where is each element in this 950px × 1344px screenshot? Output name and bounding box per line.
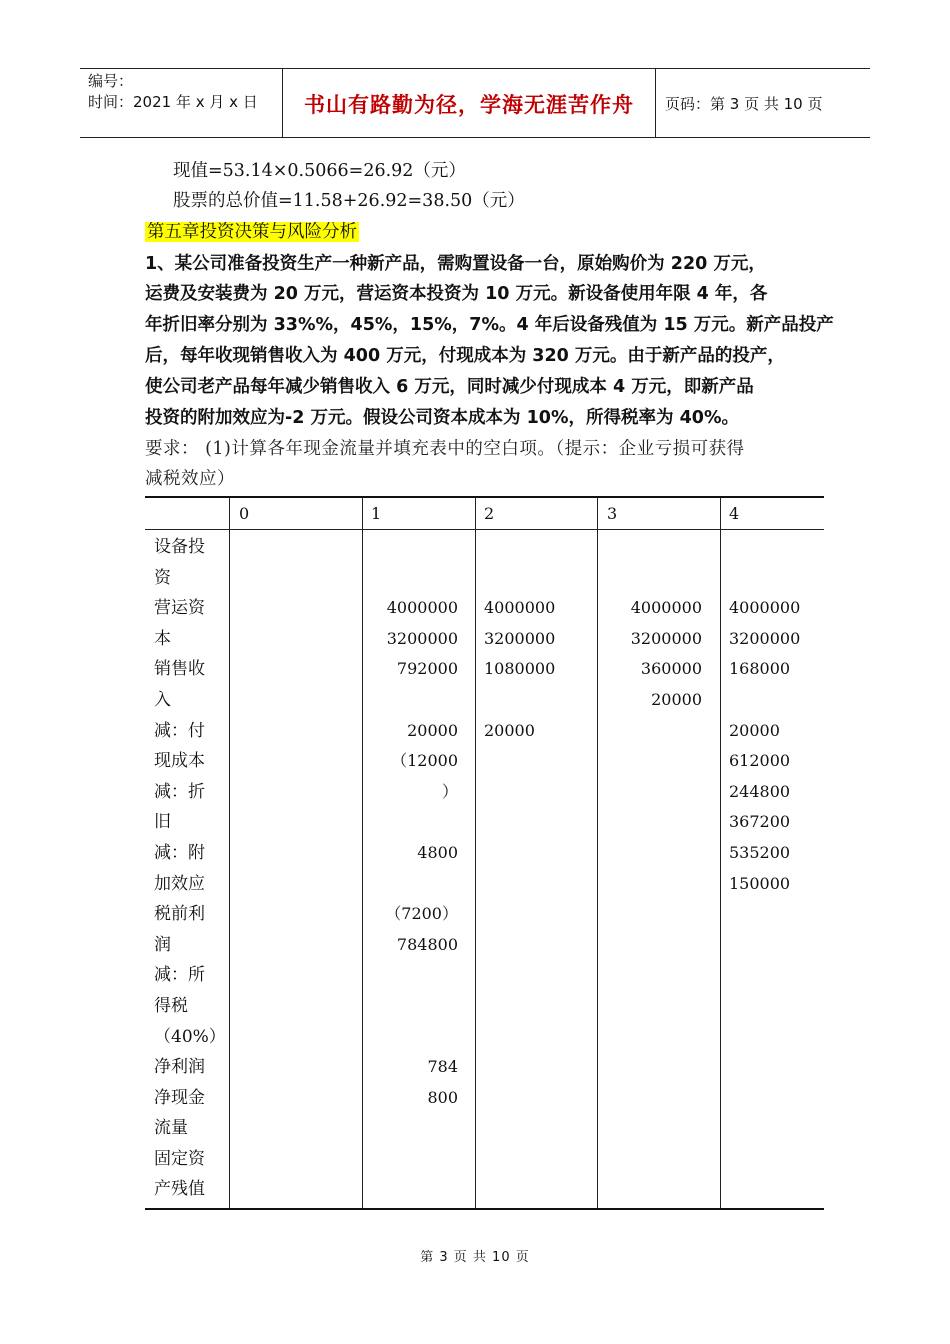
chapter-title: 第五章投资决策与风险分析 — [147, 222, 357, 242]
table-cell: 3200000 — [386, 628, 458, 648]
table-row-label: 资 — [154, 567, 171, 588]
table-row-label: 税前利 — [154, 904, 205, 925]
table-row-label: 润 — [154, 934, 171, 955]
table-row-label: 现成本 — [154, 751, 205, 772]
table-row-label: 旧 — [154, 812, 171, 833]
table-cell: 3200000 — [729, 628, 801, 648]
formula-line: 现值=53.14×0.5066=26.92（元） — [173, 161, 466, 181]
table-header-year-4: 4 — [729, 504, 740, 523]
header-motto: 书山有路勤为径，学海无涯苦作舟 — [304, 93, 634, 117]
table-row-label: 加效应 — [154, 873, 205, 894]
table-cell: 612000 — [729, 751, 791, 771]
table-cell: 360000 — [640, 659, 702, 679]
table-cell — [729, 563, 819, 594]
table-header-year-2: 2 — [484, 504, 495, 523]
table-cell — [370, 807, 458, 838]
table-cell: 784 — [427, 1057, 458, 1077]
header-page-label: 页码：第 3 页 共 10 页 — [665, 95, 823, 113]
page-footer: 第 3 页 共 10 页 — [420, 1250, 530, 1265]
table-cell — [484, 532, 584, 563]
table-row-label: 减：附 — [154, 842, 205, 863]
table-row-label: 本 — [154, 628, 171, 649]
table-cell: 20000 — [484, 720, 535, 740]
table-column-year-2 — [484, 532, 584, 746]
table-column-divider — [475, 498, 476, 1208]
table-cell: 367200 — [729, 812, 791, 832]
header-divider — [655, 69, 656, 137]
table-cell — [729, 685, 819, 716]
table-row-label: 设备投 — [154, 537, 205, 557]
table-row-label: 净利润 — [154, 1057, 205, 1078]
table-row-label: 减：所 — [154, 965, 205, 986]
table-cell: 3200000 — [630, 628, 702, 648]
table-cell: 1080000 — [484, 659, 556, 679]
table-cell — [370, 532, 458, 563]
table-cell — [370, 1022, 458, 1053]
table-cell: （7200） — [385, 904, 458, 924]
table-cell — [370, 563, 458, 594]
cash-flow-table — [145, 496, 824, 1210]
table-column-divider — [597, 498, 598, 1208]
table-cell: 20000 — [407, 720, 458, 740]
table-row-label: 销售收 — [154, 659, 205, 680]
table-cell — [606, 532, 702, 563]
table-row-label: （40%） — [154, 1026, 226, 1047]
table-row-label: 减：折 — [154, 781, 205, 802]
table-cell: 4000000 — [484, 598, 556, 618]
requirement-line: 要求： (1)计算各年现金流量并填充表中的空白项。（提示：企业亏损可获得 — [145, 439, 745, 459]
table-cell — [370, 960, 458, 991]
table-cell — [370, 869, 458, 900]
requirement-line: 减税效应） — [145, 469, 235, 489]
table-cell — [370, 991, 458, 1022]
page-header — [80, 68, 870, 138]
question-line: 运费及安装费为 20 万元，营运资本投资为 10 万元。新设备使用年限 4 年，各 — [145, 284, 768, 304]
table-row-label: 产残值 — [154, 1179, 205, 1200]
table-row-label: 流量 — [154, 1118, 188, 1139]
question-line: 1、某公司准备投资生产一种新产品，需购置设备一台，原始购价为 220 万元， — [145, 254, 766, 274]
question-line: 投资的附加效应为-2 万元。假设公司资本成本为 10%，所得税率为 40%。 — [145, 408, 739, 428]
table-column-year-1 — [370, 532, 458, 1113]
table-cell: 792000 — [396, 659, 458, 679]
table-row-label: 固定资 — [154, 1148, 205, 1169]
table-cell: ） — [441, 781, 458, 801]
table-header-year-3: 3 — [607, 504, 618, 523]
table-column-divider — [362, 498, 363, 1208]
table-row-label: 减：付 — [154, 720, 205, 741]
table-cell: 535200 — [729, 842, 791, 862]
formula-line: 股票的总价值=11.58+26.92=38.50（元） — [173, 191, 525, 211]
chapter-heading — [145, 217, 359, 247]
table-cell — [484, 563, 584, 594]
question-line: 年折旧率分别为 33%%，45%，15%，7%。4 年后设备残值为 15 万元。新产品投产 — [145, 315, 834, 335]
table-cell — [729, 532, 819, 563]
table-row-label: 入 — [154, 689, 171, 710]
table-column-divider — [229, 498, 230, 1208]
number-label: 编号： — [88, 72, 134, 90]
table-cell: 4000000 — [630, 598, 702, 618]
table-column-year-3 — [606, 532, 702, 716]
table-cell: 784800 — [396, 934, 458, 954]
table-cell — [370, 685, 458, 716]
table-cell: 168000 — [729, 659, 791, 679]
table-cell: 20000 — [651, 689, 702, 709]
table-row-label: 净现金 — [154, 1087, 205, 1108]
date-label: 时间：2021 年 x 月 x 日 — [88, 93, 258, 111]
question-line: 使公司老产品每年减少销售收入 6 万元，同时减少付现成本 4 万元，即新产品 — [145, 377, 754, 397]
table-column-divider — [720, 498, 721, 1208]
table-cell — [606, 563, 702, 594]
table-header-rule — [145, 529, 824, 530]
table-cell: 4800 — [417, 842, 458, 862]
table-column-year-4 — [729, 532, 819, 899]
table-cell: 3200000 — [484, 628, 556, 648]
table-cell: 20000 — [729, 720, 780, 740]
table-cell: 4000000 — [386, 598, 458, 618]
table-cell: （12000 — [391, 751, 458, 771]
table-header-year-1: 1 — [371, 504, 382, 523]
table-cell: 150000 — [729, 873, 791, 893]
table-row-labels — [154, 532, 226, 1205]
table-cell: 800 — [427, 1087, 458, 1107]
question-line: 后，每年收现销售收入为 400 万元，付现成本为 320 万元。由于新产品的投产， — [145, 346, 785, 366]
table-row-label: 得税 — [154, 995, 188, 1016]
table-cell: 244800 — [729, 781, 791, 801]
header-meta — [88, 71, 283, 113]
table-cell: 4000000 — [729, 598, 801, 618]
table-row-label: 营运资 — [154, 598, 205, 619]
table-cell — [484, 685, 584, 716]
table-header-year-0: 0 — [239, 504, 250, 523]
